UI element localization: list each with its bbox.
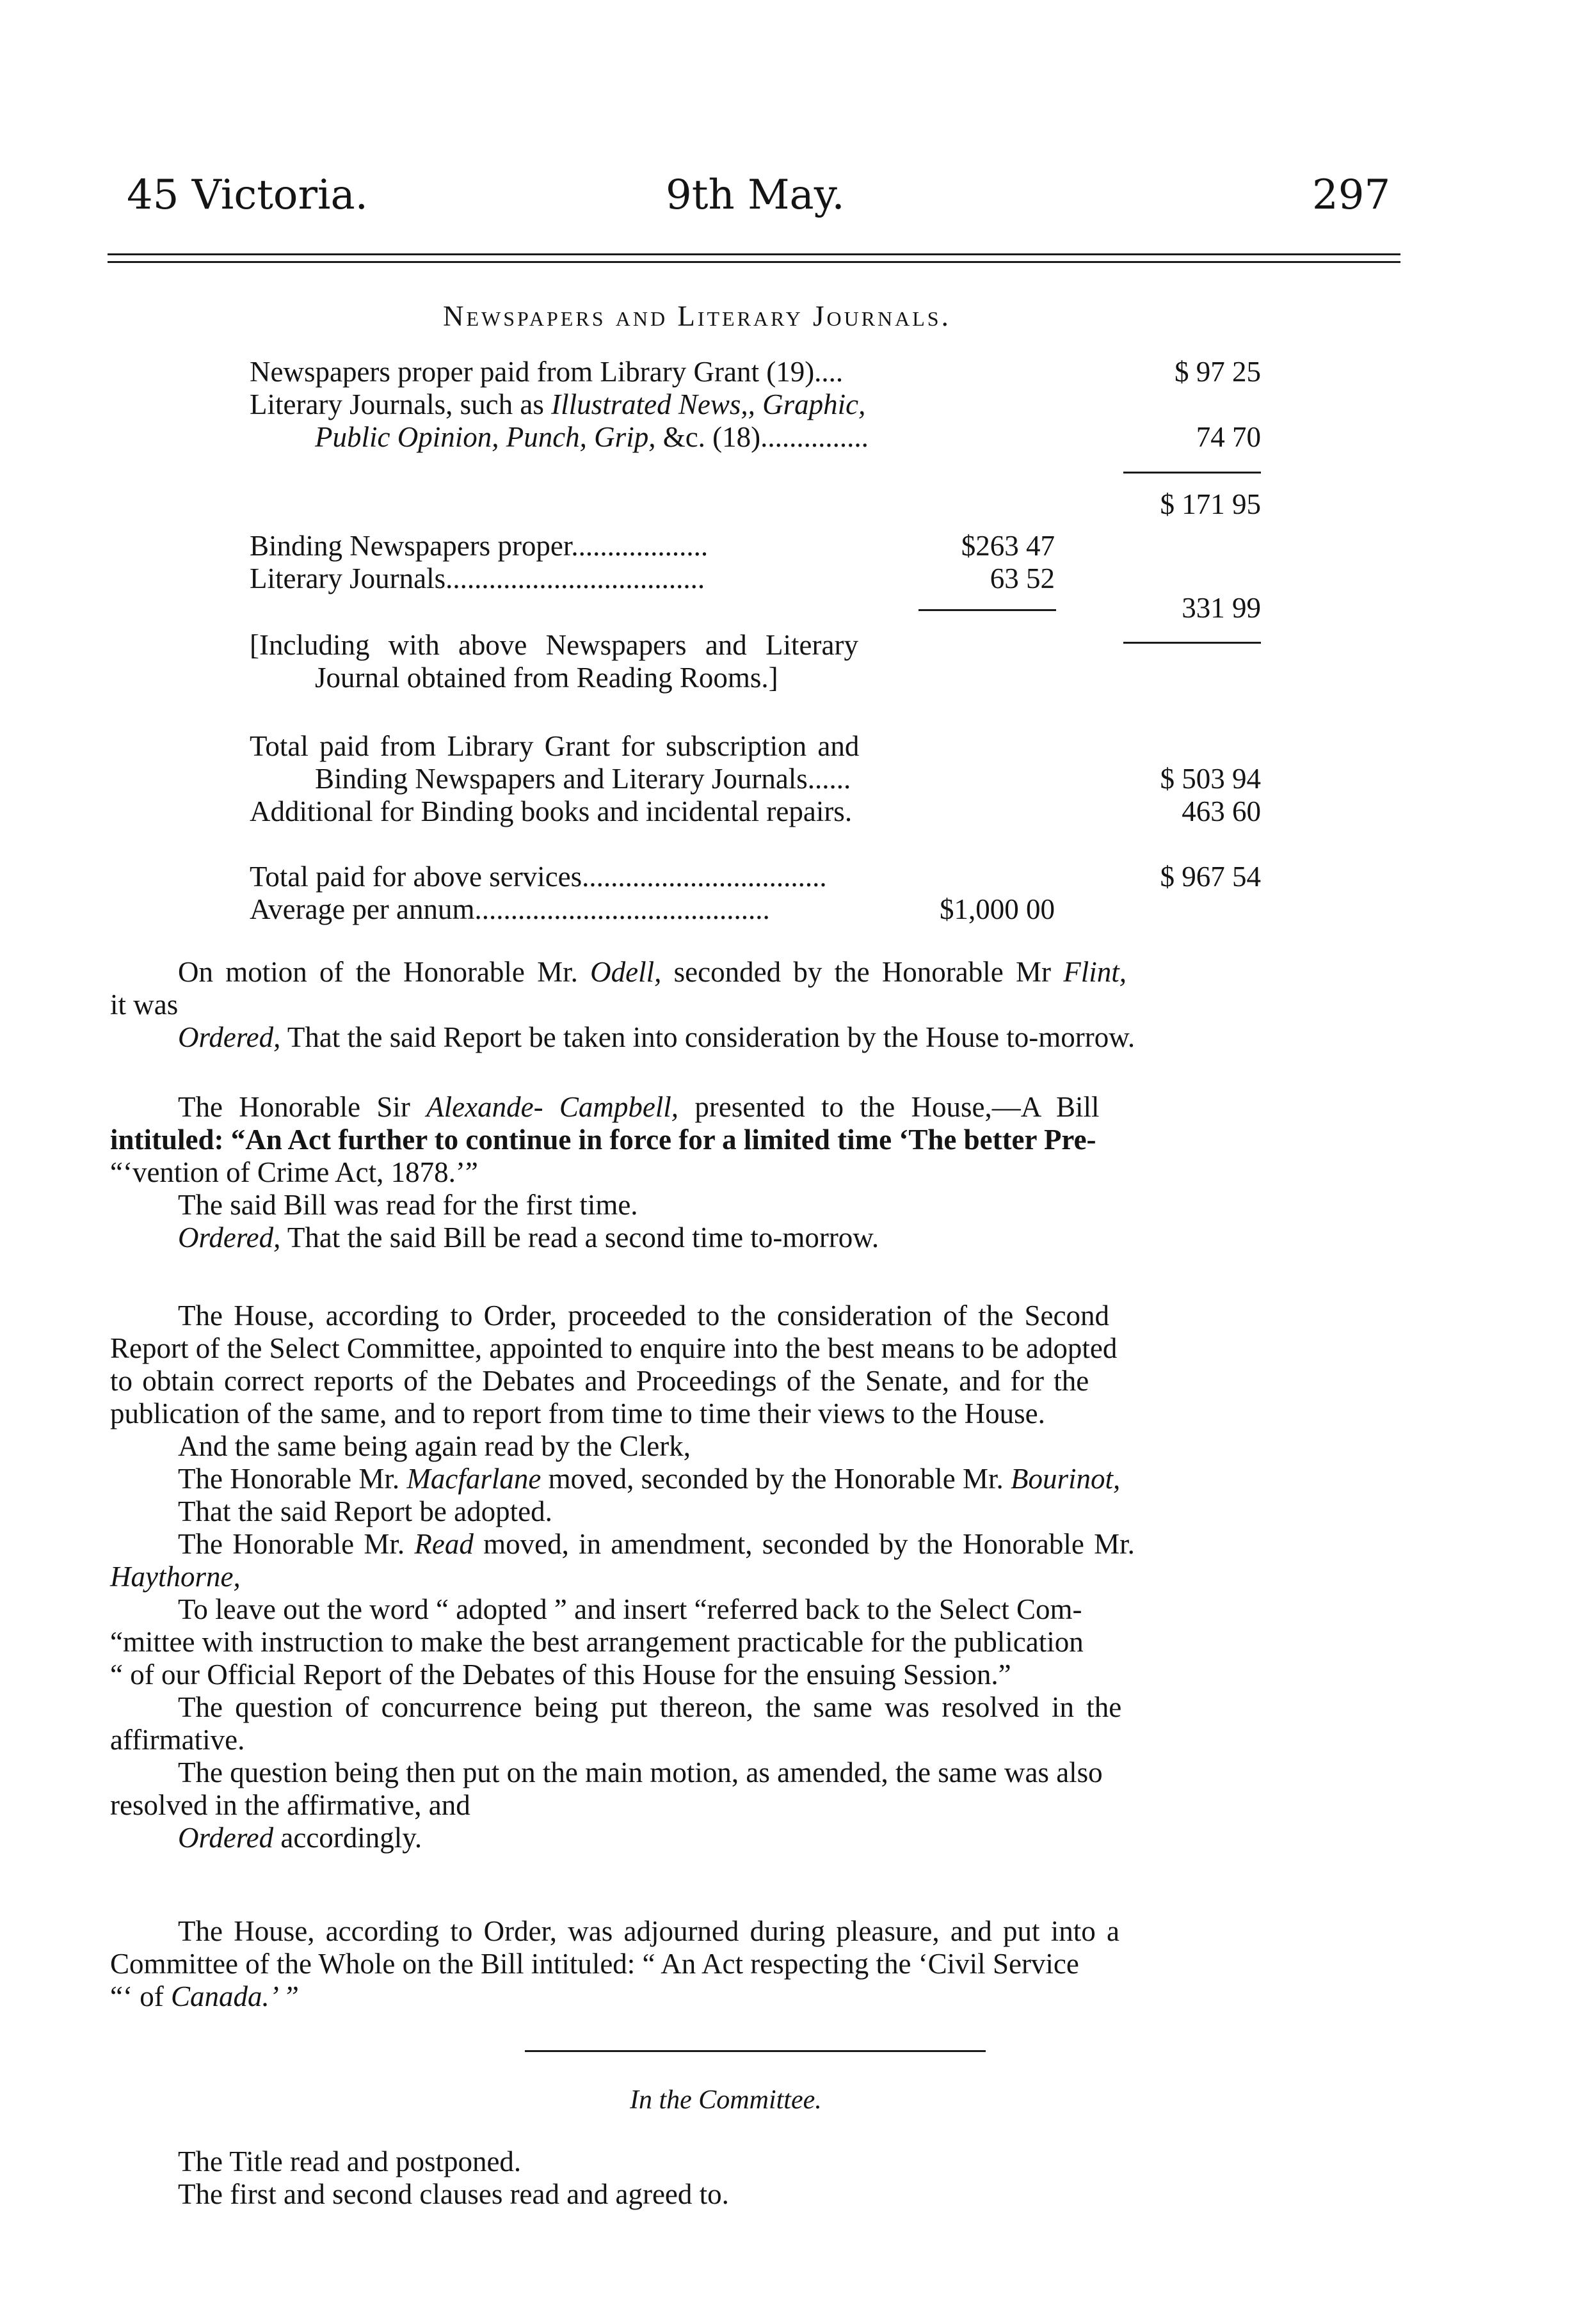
text-span: The Honorable Mr.: [178, 1528, 405, 1560]
text-span: That the said Bill be read a second time to-morrow.: [287, 1222, 879, 1254]
subtotal-amount: $ 171 95: [1160, 488, 1261, 520]
total-grant-amount: $ 503 94: [1160, 763, 1261, 795]
bill-line-1: [178, 1090, 1099, 1124]
table-row-amount: 74 70: [1196, 421, 1261, 453]
house-line: The House, according to Order, proceeded to the consideration of the Second: [178, 1300, 1109, 1332]
house-line: affirmative.: [110, 1724, 245, 1756]
text-span: moved, in amendment, seconded by the Honorable Mr.: [483, 1528, 1135, 1560]
house-line: [178, 1527, 1135, 1561]
ordered-word: Ordered,: [178, 1021, 281, 1053]
house-line: resolved in the affirmative, and: [110, 1789, 470, 1821]
committee-whole-line: [110, 1980, 299, 2013]
sub-sum-rule: [918, 609, 1056, 611]
house-line: Report of the Select Committee, appointed to enquire into the best means to be adopted: [110, 1332, 1118, 1364]
bill-line-4: The said Bill was read for the first time.: [178, 1189, 638, 1221]
total-grant-line-1: Total paid from Library Grant for subscription and: [250, 730, 860, 762]
text-span: The Honorable Mr.: [178, 1463, 400, 1495]
total-grant-line-2: Binding Newspapers and Literary Journals......: [315, 763, 851, 795]
journals-titles-cont: Public Opinion, Punch, Grip,: [315, 421, 656, 453]
section-divider: [525, 2050, 986, 2052]
table-row-label: Average per annum.........................................: [250, 893, 770, 925]
text-span: seconded by the Honorable Mr: [673, 956, 1051, 988]
committee-line: The first and second clauses read and agreed to.: [178, 2178, 729, 2210]
text-span: On motion of the Honorable Mr.: [178, 956, 578, 988]
ordered-line-2: [178, 1221, 879, 1254]
bill-line-2: intituled: “An Act further to continue in force for a limited time ‘The better Pre-: [110, 1124, 1096, 1156]
table-row-label: [250, 388, 865, 421]
sum-rule: [1123, 472, 1261, 474]
table-row-label: Total paid for above services..................................: [250, 861, 827, 893]
table-title: Newspapers and Literary Journals.: [443, 300, 951, 332]
header-rule-bottom: [108, 261, 1400, 263]
committee-whole-line: Committee of the Whole on the Bill intituled: “ An Act respecting the ‘Civil Service: [110, 1948, 1079, 1980]
header-rule-top: [108, 253, 1400, 255]
motion-line-1: [178, 955, 1127, 989]
note-line-1: [Including with above Newspapers and Literary: [250, 629, 858, 661]
journals-titles: Illustrated News,, Graphic,: [551, 388, 866, 420]
mover-name: Macfarlane: [406, 1463, 541, 1495]
table-row-amount: $ 97 25: [1175, 356, 1261, 388]
ordered-line-1: [178, 1021, 1135, 1054]
seconder-name: Flint,: [1063, 956, 1127, 988]
table-row-amount: 463 60: [1182, 795, 1261, 827]
house-line: “mittee with instruction to make the best arrangement practicable for the publication: [110, 1626, 1084, 1658]
house-line: To leave out the word “ adopted ” and insert “referred back to the Select Com-: [178, 1593, 1082, 1625]
house-line: “ of our Official Report of the Debates of this House for the ensuing Session.”: [110, 1659, 1011, 1691]
seconder-name: Haythorne,: [110, 1561, 241, 1593]
house-line: to obtain correct reports of the Debates and Proceedings of the Senate, and for the: [110, 1365, 1089, 1397]
committee-whole-line: The House, according to Order, was adjourned during pleasure, and put into a: [178, 1915, 1120, 1947]
bill-line-3: “‘vention of Crime Act, 1878.’”: [110, 1156, 478, 1188]
header-date: 9th May.: [666, 171, 845, 219]
ordered-word: Ordered: [178, 1822, 274, 1854]
binding-total-amount: 331 99: [1182, 592, 1261, 624]
bill-title-italic: Canada.’ ”: [170, 1980, 299, 2012]
header-session: 45 Victoria.: [127, 171, 368, 219]
text-span: The Honorable Sir: [178, 1091, 410, 1123]
note-line-2: Journal obtained from Reading Rooms.]: [315, 662, 778, 694]
house-line: That the said Report be adopted.: [178, 1495, 552, 1527]
text-span: moved, seconded by the Honorable Mr.: [548, 1463, 1004, 1495]
ordered-line-3: [178, 1821, 422, 1854]
journals-count: &c. (18)...............: [662, 421, 869, 453]
table-row-sub-amount: $263 47: [961, 530, 1055, 562]
ordered-word: Ordered,: [178, 1222, 281, 1254]
average-amount: $1,000 00: [940, 893, 1055, 925]
grand-total-amount: $ 967 54: [1160, 861, 1261, 893]
sum-rule: [1123, 642, 1261, 644]
committee-heading: In the Committee.: [630, 2085, 822, 2115]
table-row-label: Additional for Binding books and incidental repairs.: [250, 795, 853, 827]
journals-label: Literary Journals, such as: [250, 388, 544, 420]
house-line: The question being then put on the main motion, as amended, the same was also: [178, 1756, 1103, 1788]
house-line: The question of concurrence being put thereon, the same was resolved in the: [178, 1691, 1122, 1723]
house-line: publication of the same, and to report from time to time their views to the House.: [110, 1397, 1045, 1429]
page-number: 297: [1312, 171, 1391, 219]
committee-line: The Title read and postponed.: [178, 2145, 522, 2177]
house-line: [178, 1462, 1120, 1495]
journals-titles-2: [315, 420, 869, 454]
motion-line-2: it was: [110, 989, 179, 1021]
house-line: And the same being again read by the Clerk,: [178, 1430, 691, 1462]
table-row-sub-amount: 63 52: [990, 562, 1055, 594]
seconder-name: Bourinot,: [1010, 1463, 1121, 1495]
table-row-label: Newspapers proper paid from Library Grant (19)....: [250, 356, 844, 388]
text-span: accordingly.: [280, 1822, 422, 1854]
table-row-label: Binding Newspapers proper...................: [250, 530, 709, 562]
table-row-label: Literary Journals....................................: [250, 562, 705, 594]
presenter-name: Alexande- Campbell,: [426, 1091, 679, 1123]
mover-name: Odell,: [590, 956, 662, 988]
text-span: “‘ of: [110, 1980, 164, 2012]
text-span: That the said Report be taken into consideration by the House to-morrow.: [287, 1021, 1135, 1053]
mover-name: Read: [414, 1528, 474, 1560]
text-span: presented to the House,—A Bill: [694, 1091, 1100, 1123]
